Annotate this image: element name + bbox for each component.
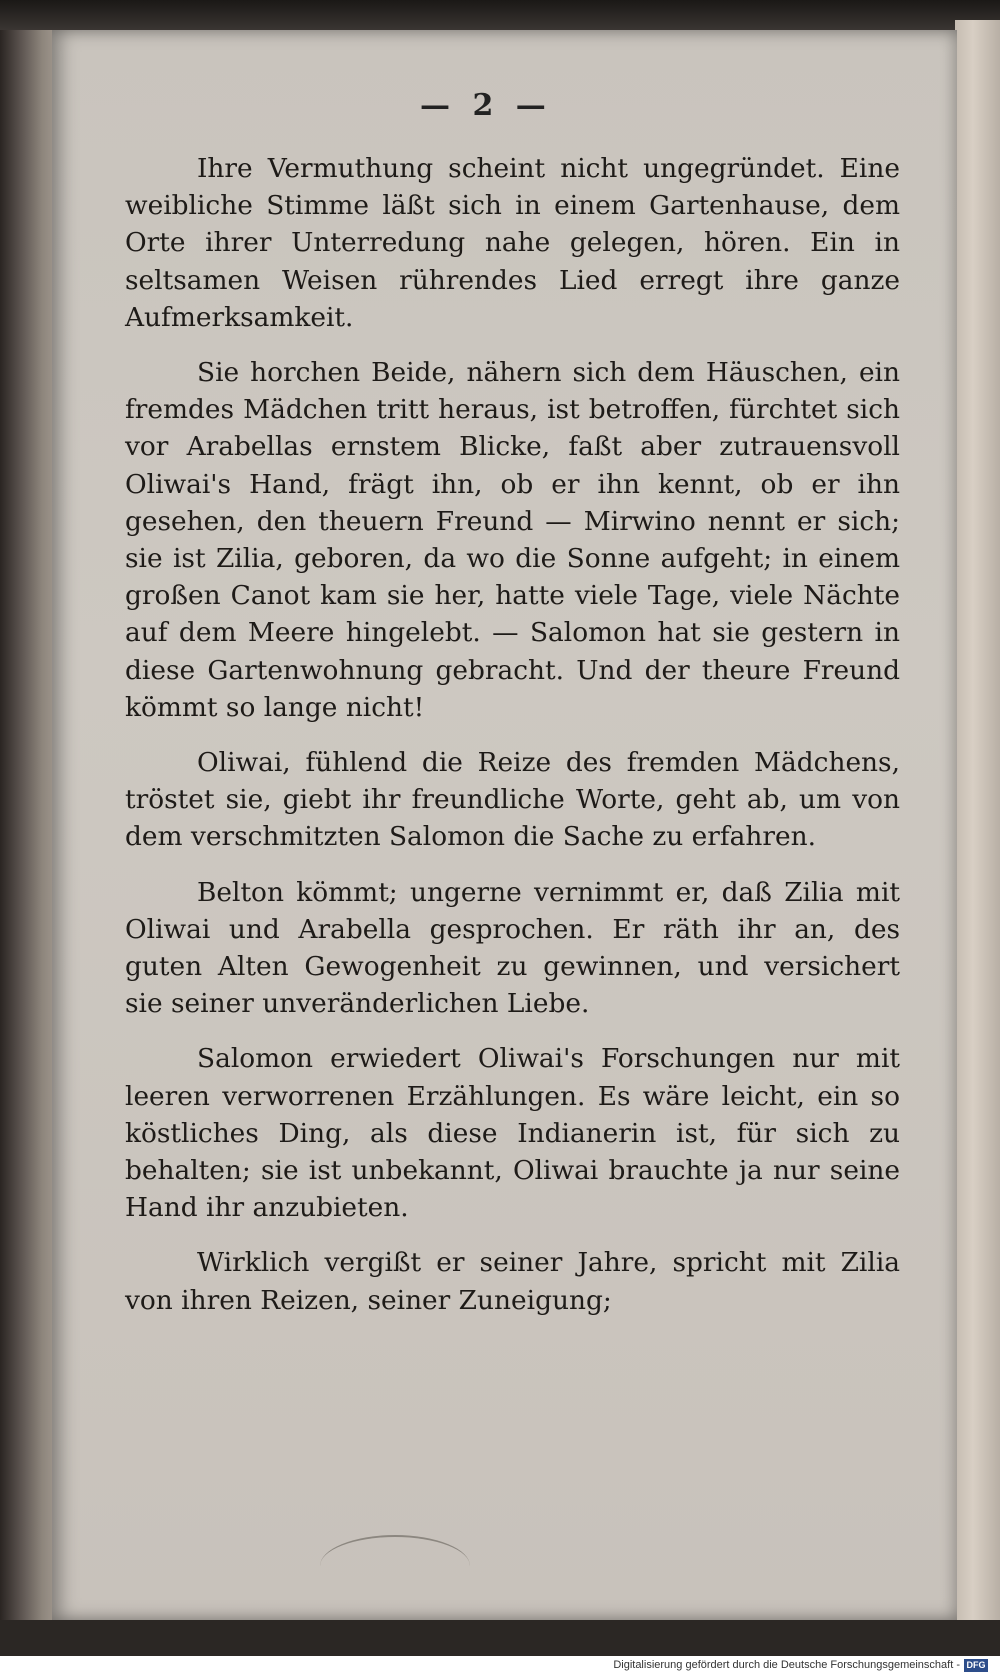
book-spine-edge [0,30,60,1620]
scan-top-edge [0,0,1000,30]
paragraph-6: Wirklich vergißt er seiner Jahre, spricht mit Zilia von ihren Reizen, seiner Zuneigung; [125,1247,900,1316]
paragraph-3: Oliwai, fühlend die Reize des fremden Mädchens, tröstet sie, giebt ihr freundliche Worte, geht ab, um von dem verschmitzten Salomon die Sache zu erfahren. [125,747,900,853]
page-number-header: — 2 — [420,88,552,123]
paragraph-2: Sie horchen Beide, nähern sich dem Häuschen, ein fremdes Mädchen tritt heraus, ist betroffen, fürchtet sich vor Arabellas ernstem Blicke, faßt aber zutrauensvoll Oliwai's Hand, frägt ihn, ob er ihn kennt, ob er ihn gesehen, den theuern Freund — Mirwino nennt er sich; sie ist Zilia, geboren, da wo die Sonne aufgeht; in einem großen Canot kam sie her, hatte viele Tage, viele Nächte auf dem Meere hingelebt. — Salomon hat sie gestern in diese Gartenwohnung gebracht. Und der theure Freund kömmt so lange nicht! [125,357,900,723]
paragraph-4: Belton kömmt; ungerne vernimmt er, daß Zilia mit Oliwai und Arabella gesprochen. Er räth ihr an, des guten Alten Gewogenheit zu gewinnen, und versichert sie seiner unveränderlichen Liebe. [125,876,900,1020]
paper-fold-mark [320,1535,470,1597]
paragraph-5: Salomon erwiedert Oliwai's Forschungen nur mit leeren verworrenen Erzählungen. Es wäre leicht, ein so köstliches Ding, als diese Indianerin ist, für sich zu behalten; sie ist unbekannt, Oliwai brauchte ja nur seine Hand ihr anzubieten. [125,1043,900,1224]
paragraph-1: Ihre Vermuthung scheint nicht ungegründet. Eine weibliche Stimme läßt sich in einem Gartenhause, dem Orte ihrer Unterredung nahe gelegen, hören. Ein in seltsamen Weisen rührendes Lied erregt ihre ganze Aufmerksamkeit. [125,153,900,333]
scan-bottom-edge [0,1620,1000,1660]
page-text-body [125,150,900,1337]
digitization-credit: Digitalisierung gefördert durch die Deutsche Forschungsgemeinschaft - [613,1659,960,1671]
page-stack-edge [955,20,1000,1630]
dfg-logo-icon: DFG [964,1659,988,1672]
